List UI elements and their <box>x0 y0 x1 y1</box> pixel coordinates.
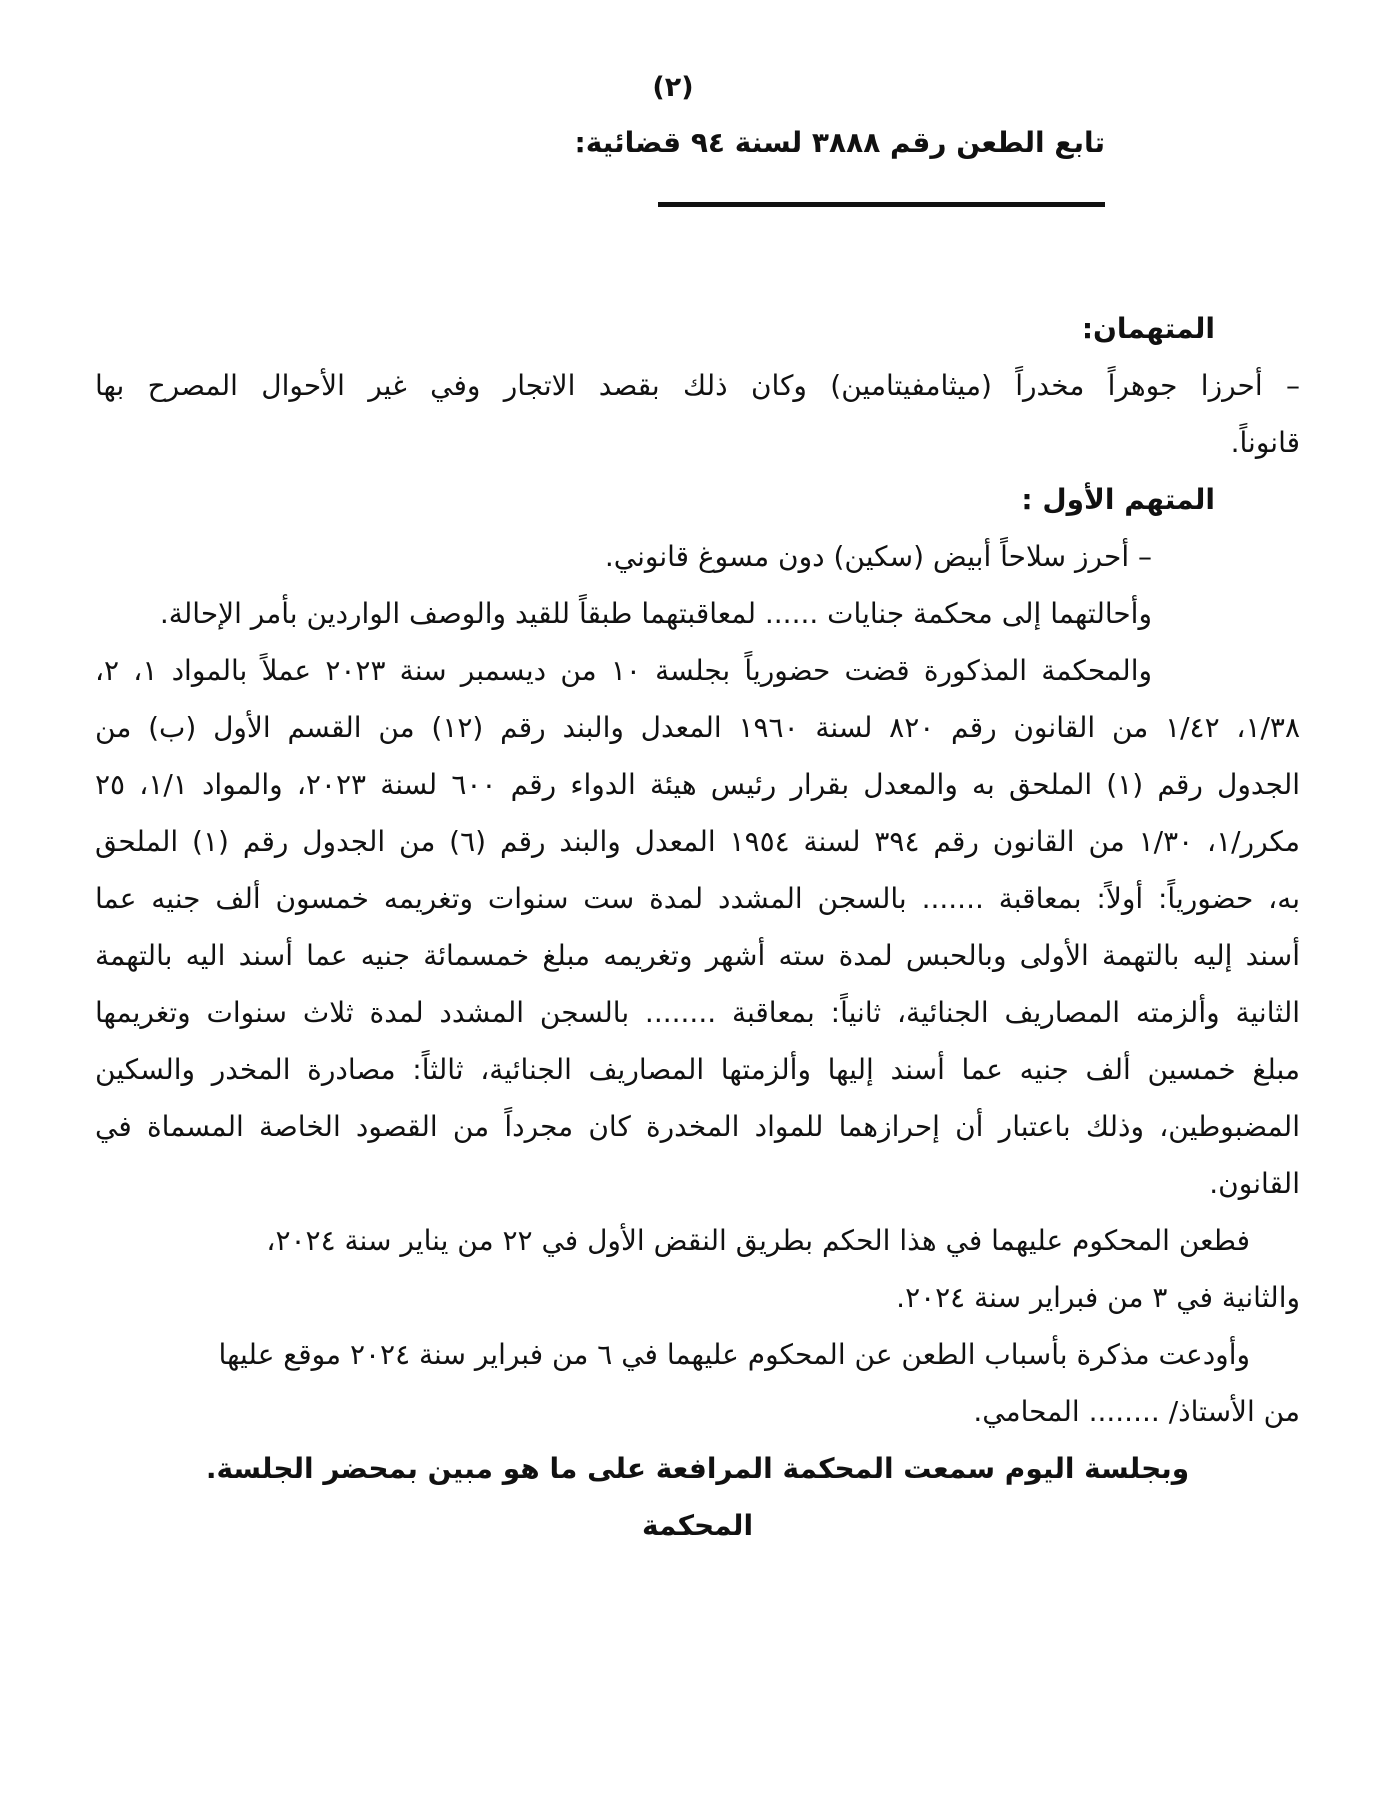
header-underline <box>658 202 1105 207</box>
judgment-line-3: الجدول رقم (١) الملحق به والمعدل بقرار رئيس هيئة الدواء رقم ٦٠٠ لسنة ٢٠٢٣، والمواد ١/١، ٢٥ <box>95 768 1301 801</box>
referral-line: وأحالتهما إلى محكمة جنايات ...... لمعاقبتهما طبقاً للقيد والوصف الواردين بأمر الإحالة. <box>159 597 1152 630</box>
appeal-line-2: والثانية في ٣ من فبراير سنة ٢٠٢٤. <box>896 1281 1300 1314</box>
judgment-line-8: مبلغ خمسين ألف جنيه عما أسند إليها وألزمتها المصاريف الجنائية، ثالثاً: مصادرة المخدر والسكين <box>95 1053 1300 1086</box>
first-defendant-heading: المتهم الأول : <box>1021 483 1215 516</box>
judgment-line-6: أسند إليه بالتهمة الأولى وبالحبس لمدة سته أشهر وتغريمه مبلغ خمسمائة جنيه عما أسند اليه بالتهمة <box>95 939 1300 972</box>
memo-line-1: وأودعت مذكرة بأسباب الطعن عن المحكوم عليهما في ٦ من فبراير سنة ٢٠٢٤ موقع عليها <box>218 1338 1250 1371</box>
judgment-line-10: القانون. <box>1209 1167 1300 1200</box>
judgment-line-7: الثانية وألزمته المصاريف الجنائية، ثانياً: بمعاقبة ........ بالسجن المشدد لمدة ثلاث سنوات وتغريمها <box>95 996 1300 1029</box>
document-body <box>95 300 1300 1554</box>
joint-charge-line: – أحرزا جوهراً مخدراً (ميثامفيتامين) وكان ذلك بقصد الاتجار وفي غير الأحوال المصرح بها <box>95 369 1300 402</box>
case-continuation-header: تابع الطعن رقم ٣٨٨٨ لسنة ٩٤ قضائية: <box>574 126 1105 159</box>
session-note-line: وبجلسة اليوم سمعت المحكمة المرافعة على ما هو مبين بمحضر الجلسة. <box>205 1452 1190 1485</box>
judgment-line-1: والمحكمة المذكورة قضت حضورياً بجلسة ١٠ من ديسمبر سنة ٢٠٢٣ عملاً بالمواد ١، ٢، <box>95 654 1152 687</box>
judgment-line-5: به، حضورياً: أولاً: بمعاقبة ....... بالسجن المشدد لمدة ست سنوات وتغريمه خمسون ألف جنيه عما <box>95 882 1300 915</box>
judgment-line-2: ١/٣٨، ١/٤٢ من القانون رقم ٨٢٠ لسنة ١٩٦٠ المعدل والبند رقم (١٢) من القسم الأول (ب) من <box>95 711 1300 744</box>
judgment-line-4: مكرر/١، ١/٣٠ من القانون رقم ٣٩٤ لسنة ١٩٥٤ المعدل والبند رقم (٦) من الجدول رقم (١) الملحق <box>95 825 1300 858</box>
judgment-line-9: المضبوطين، وذلك باعتبار أن إحرازهما للمواد المخدرة كان مجرداً من القصود الخاصة المسماة في <box>95 1110 1300 1143</box>
appeal-line-1: فطعن المحكوم عليهما في هذا الحكم بطريق النقض الأول في ٢٢ من يناير سنة ٢٠٢٤، <box>266 1224 1250 1257</box>
joint-charge-line-cont: قانوناً. <box>1230 426 1300 459</box>
court-heading: المحكمة <box>641 1509 754 1542</box>
first-defendant-charge: – أحرز سلاحاً أبيض (سكين) دون مسوغ قانوني. <box>604 540 1152 573</box>
memo-line-2: من الأستاذ/ ........ المحامي. <box>973 1395 1300 1428</box>
page-number: (٢) <box>652 72 694 103</box>
defendants-heading: المتهمان: <box>1081 312 1215 345</box>
